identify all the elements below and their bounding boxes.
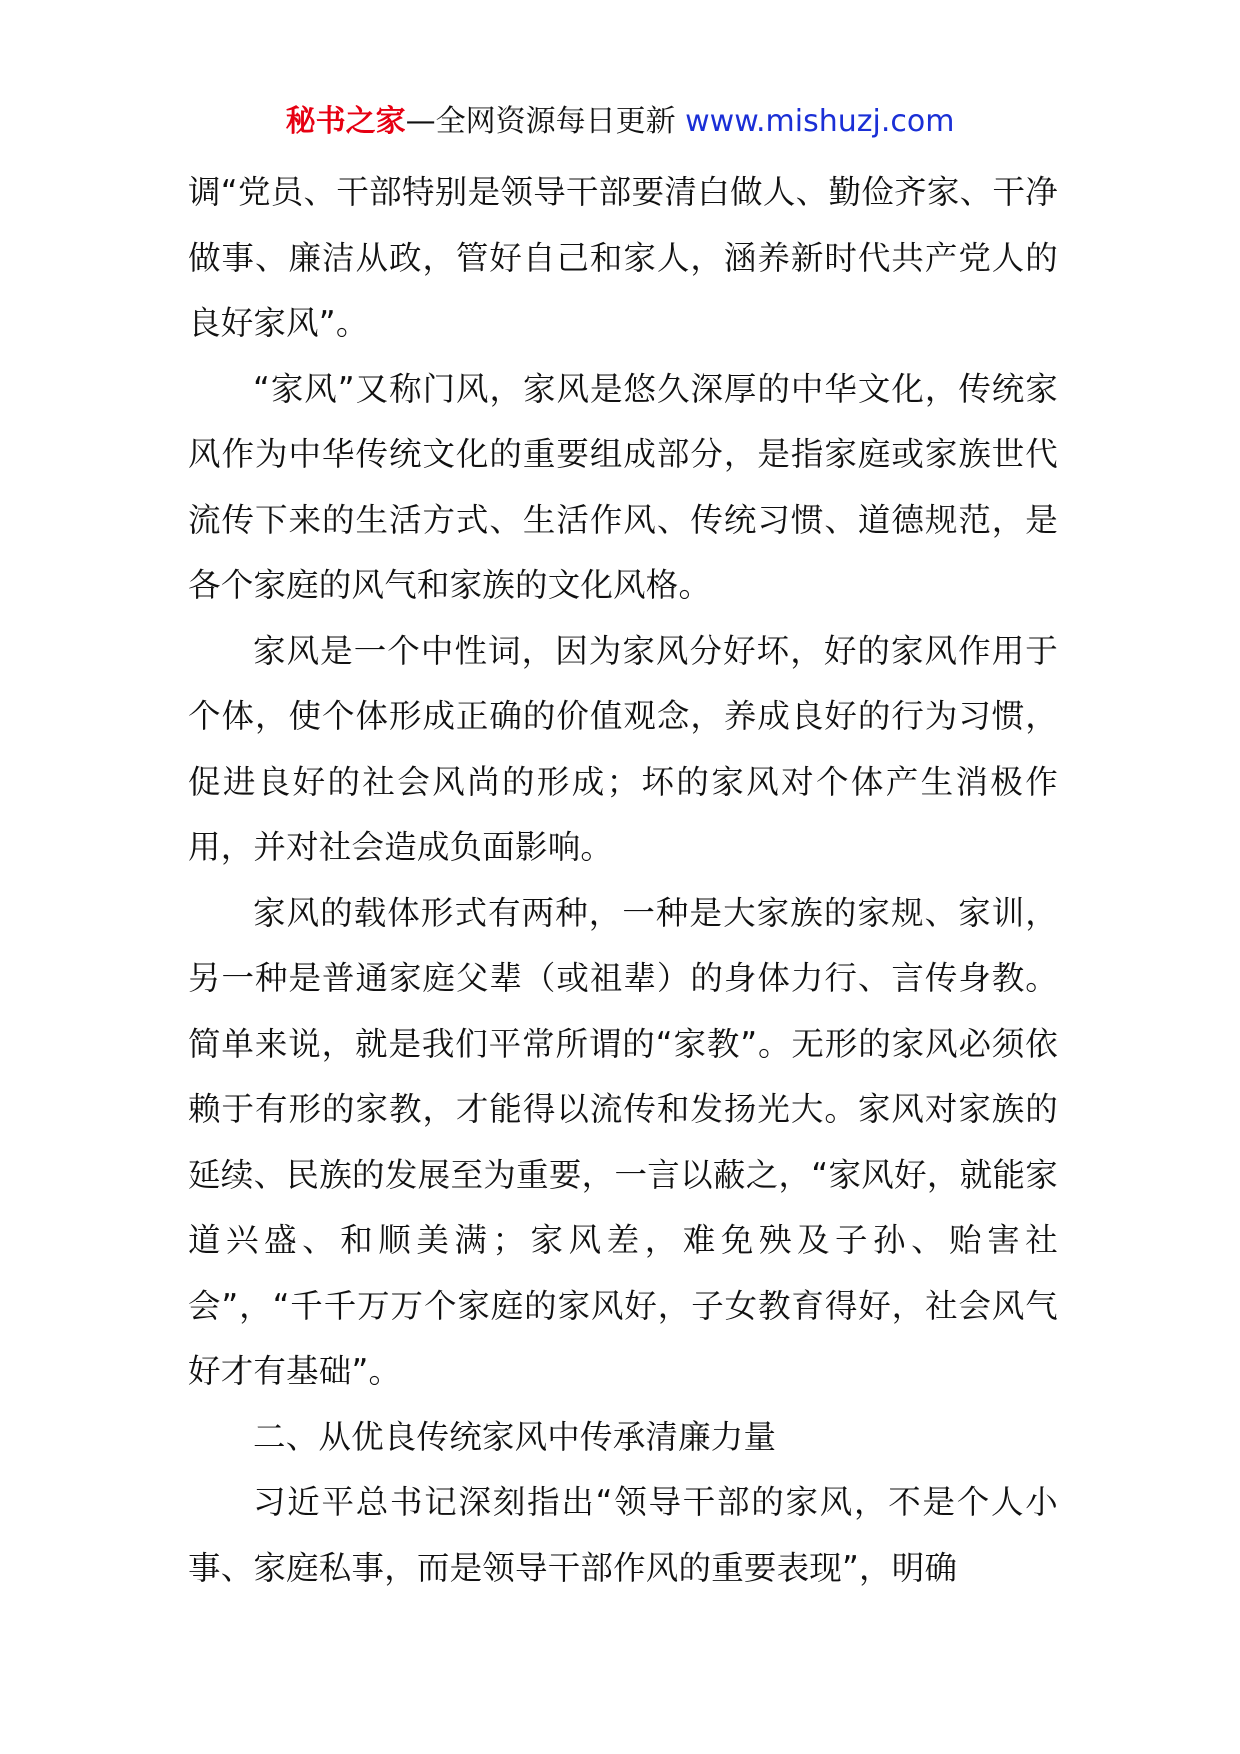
- site-tagline: —全网资源每日更新: [405, 104, 686, 139]
- document-body: [188, 160, 1058, 1601]
- paragraph: 调“党员、干部特别是领导干部要清白做人、勤俭齐家、干净做事、廉洁从政，管好自己和家人，涵养新时代共产党人的良好家风”。: [188, 173, 1058, 342]
- site-brand: 秘书之家: [285, 104, 406, 139]
- paragraph: “家风”又称门风，家风是悠久深厚的中华文化，传统家风作为中华传统文化的重要组成部分，是指家庭或家族世代流传下来的生活方式、生活作风、传统习惯、道德规范，是各个家庭的风气和家族的文化风格。: [188, 369, 1058, 604]
- site-header: [0, 100, 1240, 144]
- site-url-link[interactable]: www.mishuzj.com: [685, 104, 955, 139]
- section-heading: 二、从优良传统家风中传承清廉力量: [253, 1417, 777, 1456]
- paragraph: 习近平总书记深刻指出“领导干部的家风，不是个人小事、家庭私事，而是领导干部作风的重要表现”，明确: [188, 1483, 1058, 1587]
- paragraph: 家风的载体形式有两种，一种是大家族的家规、家训，另一种是普通家庭父辈（或祖辈）的身体力行、言传身教。简单来说，就是我们平常所谓的“家教”。无形的家风必须依赖于有形的家教，才能得以流传和发扬光大。家风对家族的延续、民族的发展至为重要，一言以蔽之，“家风好，就能家道兴盛、和顺美满；家风差，难免殃及子孙、贻害社会”，“千千万万个家庭的家风好，子女教育得好，社会风气好才有基础”。: [188, 893, 1058, 1390]
- paragraph: 家风是一个中性词，因为家风分好坏，好的家风作用于个体，使个体形成正确的价值观念，养成良好的行为习惯，促进良好的社会风尚的形成；坏的家风对个体产生消极作用，并对社会造成负面影响。: [188, 631, 1058, 866]
